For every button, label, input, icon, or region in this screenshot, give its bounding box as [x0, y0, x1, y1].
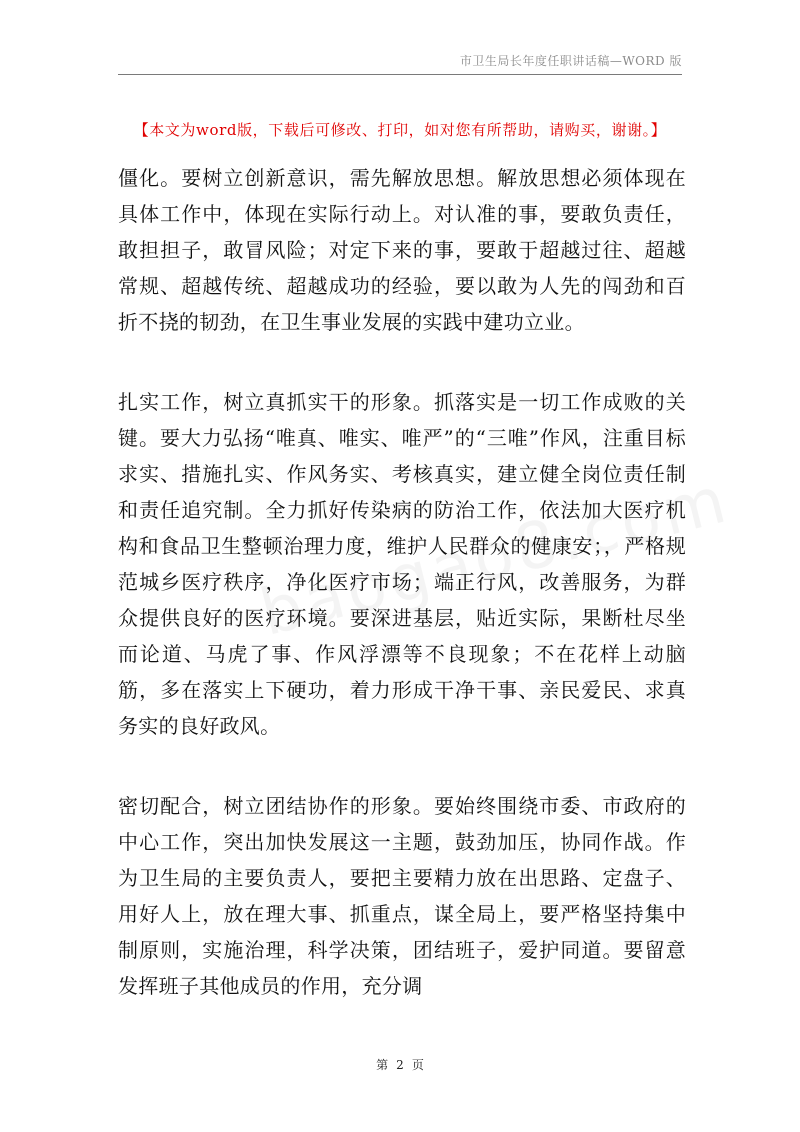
page-suffix: 页	[411, 1058, 424, 1072]
header-divider	[118, 74, 682, 75]
paragraph-1: 僵化。要树立创新意识，需先解放思想。解放思想必须体现在具体工作中，体现在实际行动上。对认准的事，要敢负责任，敢担担子，敢冒风险；对定下来的事，要敢于超越过往、超越常规、超越传统、超越成功的经验，要以敢为人先的闯劲和百折不挠的韧劲，在卫生事业发展的实践中建功立业。	[118, 166, 686, 334]
document-header-title: 市卫生局长年度任职讲话稿—WORD 版	[459, 54, 682, 68]
page-number: 2	[396, 1058, 404, 1072]
paragraph-2: 扎实工作，树立真抓实干的形象。抓落实是一切工作成败的关键。要大力弘扬“唯真、唯实、唯严”的“三唯”作风，注重目标求实、措施扎实、作风务实、考核真实，建立健全岗位责任制和责任追究制。全力抓好传染病的防治工作，依法加大医疗机构和食品卫生整顿治理力度，维护人民群众的健康安；，严格规范城乡医疗秩序，净化医疗市场；端正行风，改善服务，为群众提供良好的医疗环境。要深进基层，贴近实际，果断杜尽坐而论道、马虎了事、作风浮漂等不良现象；不在花样上动脑筋，多在落实上下硬功，着力形成干净干事、亲民爱民、求真务实的良好政风。	[118, 390, 686, 738]
paragraph-3: 密切配合，树立团结协作的形象。要始终围绕市委、市政府的中心工作，突出加快发展这一主题，鼓劲加压，协同作战。作为卫生局的主要负责人，要把主要精力放在出思路、定盘子、用好人上，放在理大事、抓重点，谋全局上，要严格坚持集中制原则，实施治理，科学决策，团结班子，爱护同道。要留意发挥班子其他成员的作用，充分调	[118, 794, 686, 998]
document-body	[118, 160, 686, 1048]
page-footer	[0, 1056, 800, 1073]
download-notice: 【本文为word版，下载后可修改、打印，如对您有所帮助，请购买，谢谢。】	[133, 121, 667, 139]
page-prefix: 第	[376, 1058, 389, 1072]
